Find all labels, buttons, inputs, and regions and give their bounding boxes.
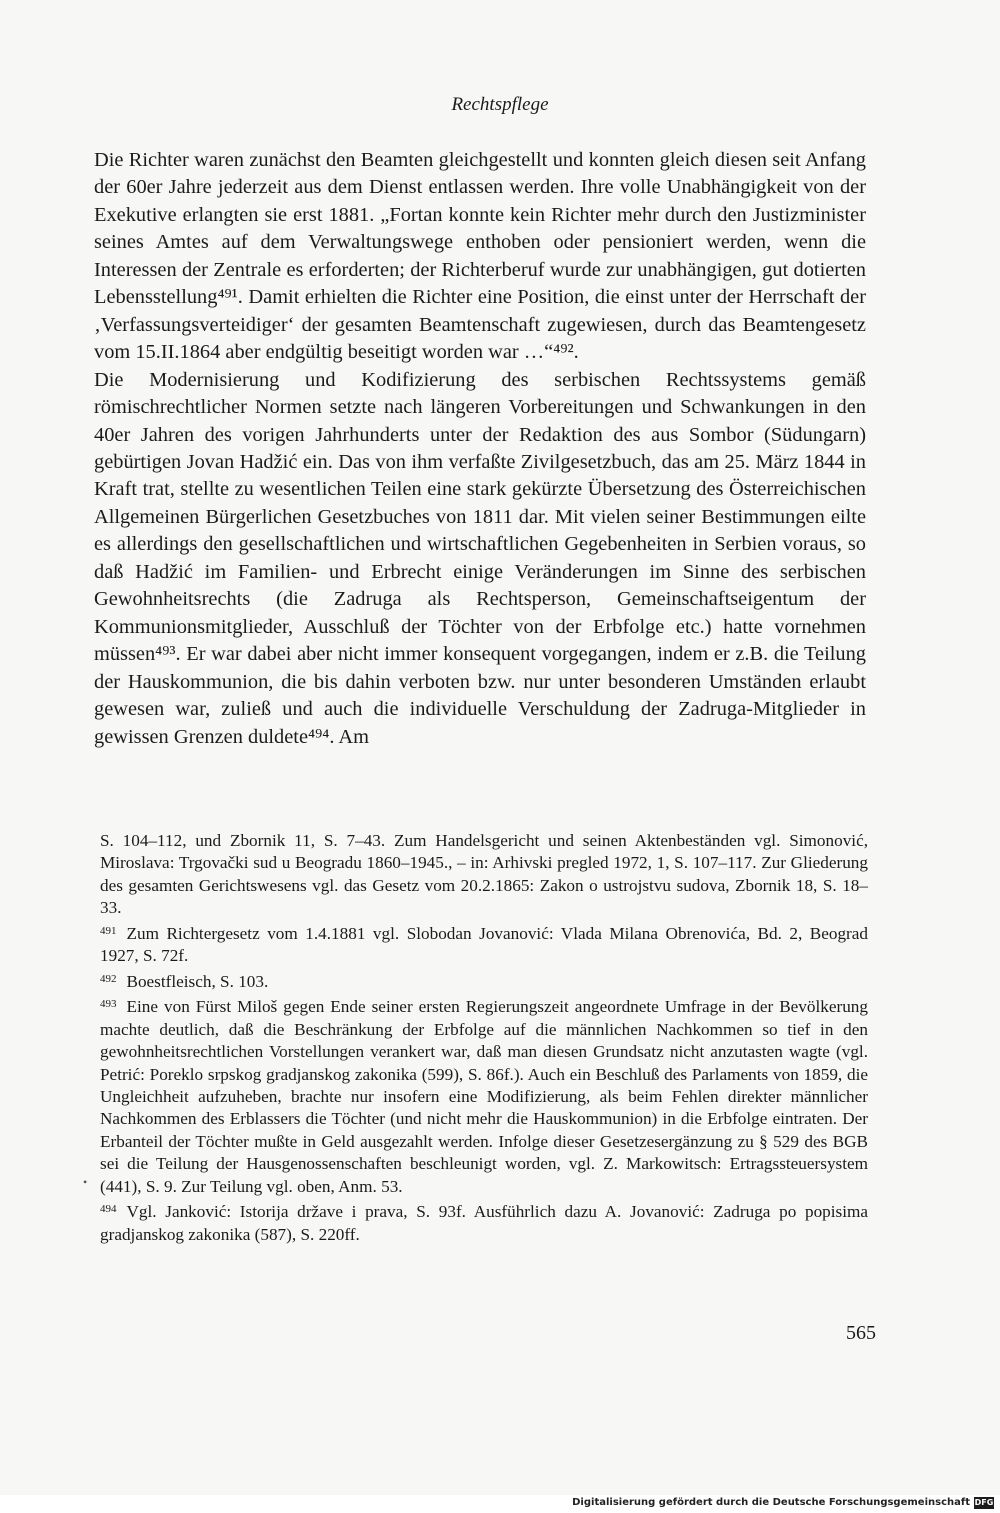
footnote-text: Boestfleisch, S. 103. — [126, 971, 269, 991]
digitization-footer — [0, 1495, 1000, 1513]
footnote-491 — [100, 920, 868, 968]
running-title: Rechtspflege — [451, 94, 549, 115]
footnote-494 — [100, 1198, 868, 1246]
footnote-number: 494 — [100, 1203, 117, 1216]
paragraph-codification: Die Modernisierung und Kodifizierung des serbischen Rechtssystems gemäß römischrechtlicher Normen setzte nach längeren Vorbereitungen und Schwankungen in den 40er Jahren des vorigen Jahrhunderts unter der Redaktion des aus Sombor (Südungarn) gebürtigen Jovan Hadžić ein. Das von ihm verfaßte Zivilgesetzbuch, das am 25. März 1844 in Kraft trat, stellte zu wesentlichen Teilen eine stark gekürzte Übersetzung des Österreichischen Allgemeinen Bürgerlichen Gesetzbuches von 1811 dar. Mit vielen seiner Bestimmungen eilte es allerdings den gesellschaftlichen und wirtschaftlichen Gegebenheiten in Serbien voraus, so daß Hadžić im Familien- und Erbrecht einige Veränderungen im Sinne des serbischen Gewohnheitsrechts (die Zadruga als Rechtsperson, Gemeinschaftseigentum der Kommunionsmitglieder, Ausschluß der Töchter von der Erbfolge etc.) hatte vornehmen müssen⁴⁹³. Er war dabei aber nicht immer konsequent vorgegangen, indem er z.B. die Teilung der Hauskommunion, die bis dahin verboten bzw. nur unter besonderen Umständen erlaubt gewesen war, zuließ und auch die individuelle Verschuldung der Zadruga-Mitglieder in gewissen Grenzen duldete⁴⁹⁴. Am — [94, 368, 866, 748]
footnote-text: Eine von Fürst Miloš gegen Ende seiner ersten Regierungszeit angeordnete Umfrage in der Bevölkerung machte deutlich, daß die Beschränkung der Erbfolge auf die männlichen Nachkommen so tief in den gewohnheitsrechtlichen Vorstellungen verankert war, daß man diesen Grundsatz nicht anzutasten wagte (vgl. Petrić: Poreklo srpskog gradjanskog zakonika (599), S. 86f.). Auch ein Beschluß des Parlaments von 1859, die Ungleichheit aufzuheben, brachte nur insofern eine Modifizierung, als beim Fehlen direkter männlicher Nachkommen des Erblassers die Töchter (und nicht mehr die Hauskommunion) in die Erbfolge eintraten. Der Erbanteil der Töchter mußte in Geld ausgezahlt werden. Infolge dieser Gesetzesergänzung zu § 529 des BGB sei die Teilung der Hausgenossenschaften beschleunigt worden, vgl. Z. Markowitsch: Ertragssteuersystem (441), S. 9. Zur Teilung vgl. oben, Anm. 53. — [100, 997, 868, 1196]
footnote-493 — [100, 993, 868, 1198]
footnote-text: Vgl. Janković: Istorija države i prava, S. 93f. Ausführlich dazu A. Jovanović: Zadruga po popisima gradjanskog zakonika (587), S. 220ff. — [100, 1202, 868, 1244]
footnote-number: 492 — [100, 972, 117, 985]
paragraph-judges: Die Richter waren zunächst den Beamten gleichgestellt und konnten gleich diesen seit Anfang der 60er Jahre jederzeit aus dem Dienst entlassen werden. Ihre volle Unabhängigkeit von der Exekutive erlangten sie erst 1881. „Fortan konnte kein Richter mehr durch den Justizminister seines Amtes auf dem Verwaltungswege enthoben oder pensioniert werden, wenn die Interessen der Zentrale es erforderten; der Richterberuf wurde zur unabhängigen, gut dotierten Lebensstellung⁴⁹¹. Damit erhielten die Richter eine Position, die einst unter der Herrschaft der ‚Verfassungsverteidiger‘ der gesamten Beamtenschaft zugewiesen, durch das Beamtengesetz vom 15.II.1864 aber endgültig beseitigt worden war …“⁴⁹². — [94, 149, 866, 364]
footnote-492 — [100, 968, 868, 993]
page-number: 565 — [846, 1322, 876, 1344]
footnote-number: 493 — [100, 998, 117, 1011]
margin-mark: • — [83, 1175, 88, 1189]
main-text — [94, 147, 866, 751]
footnote-continuation: S. 104–112, und Zbornik 11, S. 7–43. Zum Handelsgericht und seinen Aktenbeständen vgl. Simonović, Miroslava: Trgovački sud u Beogradu 1860–1945., – in: Arhivski pregled 1972, 1, S. 107–117. Zur Gliederung des gesamten Gerichtswesens vgl. das Gesetz vom 20.2.1865: Zakon o ustrojstvu sudova, Zbornik 18, S. 18–33. — [100, 831, 868, 918]
footnote-text: Zum Richtergesetz vom 1.4.1881 vgl. Slobodan Jovanović: Vlada Milana Obrenovića, Bd. 2, Beograd 1927, S. 72f. — [100, 923, 868, 966]
funding-credit: Digitalisierung gefördert durch die Deutsche Forschungsgemeinschaft — [572, 1497, 970, 1508]
footnotes — [100, 830, 868, 1246]
dfg-logo-icon: DFG — [974, 1498, 994, 1507]
footnote-number: 491 — [100, 924, 117, 937]
